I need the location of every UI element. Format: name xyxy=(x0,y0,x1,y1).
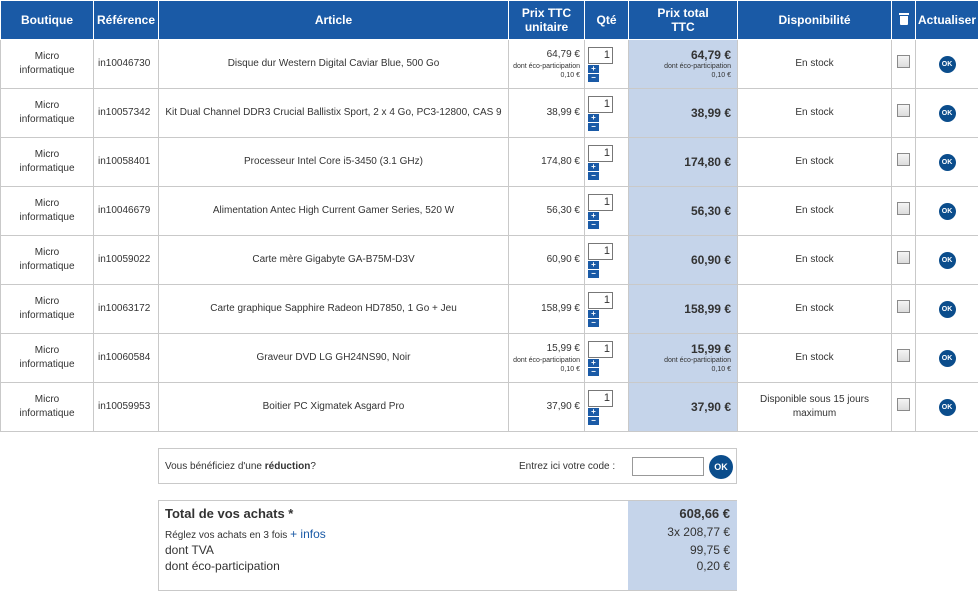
row-qty xyxy=(585,187,629,236)
row-actualiser xyxy=(916,89,978,138)
row-boutique-1: Micro xyxy=(34,394,60,405)
delete-checkbox[interactable] xyxy=(897,104,910,117)
row-article[interactable] xyxy=(159,89,509,138)
total-price-value: 64,79 € xyxy=(690,48,731,62)
unit-eco-value: 0,10 € xyxy=(560,72,580,79)
total-price-value: 56,30 € xyxy=(690,204,731,218)
row-article[interactable] xyxy=(159,187,509,236)
row-boutique-2: informatique xyxy=(19,114,75,125)
row-disponibilite xyxy=(738,285,892,334)
row-total-price xyxy=(629,40,738,89)
qty-minus-button[interactable]: − xyxy=(588,270,599,278)
cart-row xyxy=(1,40,978,89)
installment-label: Réglez vos achats en 3 fois xyxy=(165,530,288,541)
row-unit-price xyxy=(509,236,585,285)
cart-row xyxy=(1,383,978,432)
row-boutique-1: Micro xyxy=(34,100,60,111)
row-actualiser xyxy=(916,334,978,383)
unit-eco-label: dont éco-participation xyxy=(513,63,580,70)
row-actualiser xyxy=(916,285,978,334)
row-disponibilite xyxy=(738,40,892,89)
qty-minus-button[interactable]: − xyxy=(588,417,599,425)
qty-input[interactable]: 1 xyxy=(588,341,613,358)
row-ref: in10046679 xyxy=(98,205,151,216)
qty-minus-button[interactable]: − xyxy=(588,123,599,131)
row-boutique xyxy=(1,285,94,334)
reduction-box xyxy=(158,448,737,484)
delete-checkbox[interactable] xyxy=(897,153,910,166)
row-reference xyxy=(94,236,159,285)
qty-plus-button[interactable]: + xyxy=(588,310,599,318)
unit-price-value: 158,99 € xyxy=(541,303,580,314)
row-boutique-2: informatique xyxy=(19,212,75,223)
row-unit-price xyxy=(509,334,585,383)
row-reference xyxy=(94,89,159,138)
row-article[interactable] xyxy=(159,334,509,383)
row-qty xyxy=(585,89,629,138)
qty-minus-button[interactable]: − xyxy=(588,319,599,327)
row-dispo-1: Disponible sous 15 jours xyxy=(760,394,869,405)
row-dispo-1: En stock xyxy=(795,254,834,265)
total-eco-label: dont éco-participation xyxy=(664,357,731,364)
refresh-ok-button[interactable]: OK xyxy=(939,203,956,220)
refresh-ok-button[interactable]: OK xyxy=(939,252,956,269)
reduction-code-label: Entrez ici votre code : xyxy=(519,461,616,472)
row-delete xyxy=(892,89,916,138)
total-eco-label: dont éco-participation xyxy=(664,63,731,70)
row-qty xyxy=(585,40,629,89)
row-boutique xyxy=(1,89,94,138)
row-article[interactable] xyxy=(159,138,509,187)
unit-eco-value: 0,10 € xyxy=(560,366,580,373)
refresh-ok-button[interactable]: OK xyxy=(939,399,956,416)
row-boutique xyxy=(1,236,94,285)
header-disponibilite: Disponibilité xyxy=(738,1,892,40)
row-unit-price xyxy=(509,285,585,334)
unit-eco-label: dont éco-participation xyxy=(513,357,580,364)
header-prix-total xyxy=(629,1,738,40)
qty-plus-button[interactable]: + xyxy=(588,212,599,220)
row-ref: in10060584 xyxy=(98,352,151,363)
delete-checkbox[interactable] xyxy=(897,300,910,313)
total-price-value: 158,99 € xyxy=(684,302,731,316)
unit-price-value: 64,79 € xyxy=(546,49,580,60)
row-ref: in10059953 xyxy=(98,401,151,412)
row-delete xyxy=(892,40,916,89)
row-total-price xyxy=(629,138,738,187)
refresh-ok-button[interactable]: OK xyxy=(939,350,956,367)
cart-row xyxy=(1,138,978,187)
total-price-value: 15,99 € xyxy=(690,342,731,356)
row-qty xyxy=(585,285,629,334)
unit-price-value: 56,30 € xyxy=(546,205,580,216)
row-dispo-1: En stock xyxy=(795,107,834,118)
reduction-ok-button[interactable]: OK xyxy=(709,455,733,479)
refresh-ok-button[interactable]: OK xyxy=(939,105,956,122)
row-article[interactable] xyxy=(159,285,509,334)
row-dispo-2: maximum xyxy=(792,408,837,419)
header-article: Article xyxy=(159,1,509,40)
refresh-ok-button[interactable]: OK xyxy=(939,56,956,73)
row-reference xyxy=(94,187,159,236)
reduction-code-input[interactable] xyxy=(632,457,704,476)
row-ref: in10057342 xyxy=(98,107,151,118)
qty-input[interactable]: 1 xyxy=(588,96,613,113)
row-delete xyxy=(892,383,916,432)
row-article[interactable] xyxy=(159,383,509,432)
trash-icon xyxy=(899,13,909,25)
row-dispo-1: En stock xyxy=(795,205,834,216)
row-boutique-2: informatique xyxy=(19,163,75,174)
row-disponibilite xyxy=(738,138,892,187)
row-delete xyxy=(892,236,916,285)
row-ref: in10059022 xyxy=(98,254,151,265)
total-price-value: 60,90 € xyxy=(690,253,731,267)
unit-price-value: 174,80 € xyxy=(541,156,580,167)
row-boutique-1: Micro xyxy=(34,51,60,62)
totals-title: Total de vos achats * xyxy=(165,506,294,521)
tva-value: 99,75 € xyxy=(689,543,730,557)
qty-minus-button[interactable]: − xyxy=(588,368,599,376)
qty-input[interactable]: 1 xyxy=(588,194,613,211)
row-boutique-2: informatique xyxy=(19,65,75,76)
row-disponibilite xyxy=(738,236,892,285)
row-delete xyxy=(892,334,916,383)
row-boutique xyxy=(1,383,94,432)
header-prix-unitaire-line1: Prix TTC xyxy=(521,6,572,20)
reduction-label-prefix: Vous bénéficiez d'une xyxy=(165,461,265,472)
delete-checkbox[interactable] xyxy=(897,55,910,68)
eco-total-value: 0,20 € xyxy=(696,559,730,573)
header-boutique: Boutique xyxy=(1,1,94,40)
qty-plus-button[interactable]: + xyxy=(588,114,599,122)
row-boutique-1: Micro xyxy=(34,247,60,258)
totals-total-value: 608,66 € xyxy=(679,506,730,521)
row-ref: in10058401 xyxy=(98,156,151,167)
header-prix-total-line1: Prix total xyxy=(657,6,709,20)
row-article[interactable] xyxy=(159,40,509,89)
row-total-price xyxy=(629,187,738,236)
qty-minus-button[interactable]: − xyxy=(588,74,599,82)
total-price-value: 37,90 € xyxy=(690,400,731,414)
row-disponibilite xyxy=(738,383,892,432)
row-article: Carte mère Gigabyte GA-B75M-D3V xyxy=(252,254,415,265)
header-trash xyxy=(892,1,916,40)
row-boutique xyxy=(1,40,94,89)
row-actualiser xyxy=(916,138,978,187)
row-qty xyxy=(585,383,629,432)
row-qty xyxy=(585,334,629,383)
cart-row xyxy=(1,89,978,138)
row-actualiser xyxy=(916,383,978,432)
row-boutique-2: informatique xyxy=(19,359,75,370)
row-boutique-1: Micro xyxy=(34,149,60,160)
row-delete xyxy=(892,138,916,187)
row-boutique-2: informatique xyxy=(19,310,75,321)
row-article: Alimentation Antec High Current Gamer Series, 520 W xyxy=(212,205,455,216)
refresh-ok-button[interactable]: OK xyxy=(939,301,956,318)
row-article: Kit Dual Channel DDR3 Crucial Ballistix Sport, 2 x 4 Go, PC3-12800, CAS 9 xyxy=(165,107,502,118)
row-qty xyxy=(585,236,629,285)
reduction-label xyxy=(165,461,316,472)
row-dispo-1: En stock xyxy=(795,58,834,69)
total-eco-value: 0,10 € xyxy=(711,366,731,373)
cart-row xyxy=(1,334,978,383)
unit-price-value: 15,99 € xyxy=(546,343,580,354)
cart-header-row xyxy=(1,1,978,40)
row-boutique-1: Micro xyxy=(34,198,60,209)
row-boutique-2: informatique xyxy=(19,261,75,272)
row-article: Carte graphique Sapphire Radeon HD7850, 1 Go + Jeu xyxy=(210,303,457,314)
qty-input[interactable]: 1 xyxy=(588,145,613,162)
row-article: Graveur DVD LG GH24NS90, Noir xyxy=(256,352,411,363)
reduction-label-bold: réduction xyxy=(264,461,311,472)
qty-input[interactable]: 1 xyxy=(588,243,613,260)
row-boutique-2: informatique xyxy=(19,408,75,419)
total-price-value: 174,80 € xyxy=(684,155,731,169)
row-dispo-1: En stock xyxy=(795,303,834,314)
qty-plus-button[interactable]: + xyxy=(588,261,599,269)
refresh-ok-button[interactable]: OK xyxy=(939,154,956,171)
row-boutique xyxy=(1,187,94,236)
row-disponibilite xyxy=(738,187,892,236)
eco-total-label: dont éco-participation xyxy=(165,559,280,573)
row-unit-price xyxy=(509,187,585,236)
header-prix-unitaire-line2: unitaire xyxy=(524,20,569,34)
qty-input[interactable]: 1 xyxy=(588,47,613,64)
row-qty xyxy=(585,138,629,187)
cart-row xyxy=(1,236,978,285)
delete-checkbox[interactable] xyxy=(897,251,910,264)
installment-value: 3x 208,77 € xyxy=(667,525,730,539)
row-total-price xyxy=(629,334,738,383)
qty-plus-button[interactable]: + xyxy=(588,408,599,416)
row-dispo-1: En stock xyxy=(795,352,834,363)
header-prix-total-line2: TTC xyxy=(671,20,695,34)
row-total-price xyxy=(629,285,738,334)
header-actualiser: Actualiser xyxy=(916,1,978,40)
row-reference xyxy=(94,138,159,187)
delete-checkbox[interactable] xyxy=(897,398,910,411)
row-reference xyxy=(94,40,159,89)
row-boutique-1: Micro xyxy=(34,296,60,307)
qty-minus-button[interactable]: − xyxy=(588,221,599,229)
row-delete xyxy=(892,285,916,334)
row-article: Boitier PC Xigmatek Asgard Pro xyxy=(262,401,405,412)
row-total-price xyxy=(629,236,738,285)
row-article: Processeur Intel Core i5-3450 (3.1 GHz) xyxy=(244,156,423,167)
row-unit-price xyxy=(509,40,585,89)
unit-price-value: 60,90 € xyxy=(546,254,580,265)
row-delete xyxy=(892,187,916,236)
cart-row xyxy=(1,187,978,236)
row-unit-price xyxy=(509,138,585,187)
totals-box xyxy=(158,500,737,591)
row-reference xyxy=(94,334,159,383)
row-actualiser xyxy=(916,40,978,89)
row-actualiser xyxy=(916,236,978,285)
tva-label: dont TVA xyxy=(165,543,214,557)
row-ref: in10046730 xyxy=(98,58,151,69)
row-disponibilite xyxy=(738,89,892,138)
installment-label-line xyxy=(165,527,326,541)
row-ref: in10063172 xyxy=(98,303,151,314)
row-unit-price xyxy=(509,89,585,138)
row-boutique xyxy=(1,138,94,187)
delete-checkbox[interactable] xyxy=(897,349,910,362)
qty-minus-button[interactable]: − xyxy=(588,172,599,180)
row-boutique xyxy=(1,334,94,383)
reduction-label-suffix: ? xyxy=(310,461,316,472)
row-reference xyxy=(94,285,159,334)
row-article: Disque dur Western Digital Caviar Blue, 500 Go xyxy=(227,58,440,69)
unit-price-value: 38,99 € xyxy=(546,107,580,118)
cart-row xyxy=(1,285,978,334)
total-price-value: 38,99 € xyxy=(690,106,731,120)
row-dispo-1: En stock xyxy=(795,156,834,167)
qty-plus-button[interactable]: + xyxy=(588,359,599,367)
row-total-price xyxy=(629,383,738,432)
row-boutique-1: Micro xyxy=(34,345,60,356)
row-reference xyxy=(94,383,159,432)
row-article[interactable] xyxy=(159,236,509,285)
delete-checkbox[interactable] xyxy=(897,202,910,215)
row-actualiser xyxy=(916,187,978,236)
row-disponibilite xyxy=(738,334,892,383)
qty-plus-button[interactable]: + xyxy=(588,163,599,171)
installment-info-link[interactable]: + infos xyxy=(290,527,326,541)
header-qte: Qté xyxy=(585,1,629,40)
qty-plus-button[interactable]: + xyxy=(588,65,599,73)
total-eco-value: 0,10 € xyxy=(711,72,731,79)
row-unit-price xyxy=(509,383,585,432)
header-reference: Référence xyxy=(94,1,159,40)
row-total-price xyxy=(629,89,738,138)
qty-input[interactable]: 1 xyxy=(588,390,613,407)
header-prix-unitaire xyxy=(509,1,585,40)
qty-input[interactable]: 1 xyxy=(588,292,613,309)
unit-price-value: 37,90 € xyxy=(546,401,580,412)
